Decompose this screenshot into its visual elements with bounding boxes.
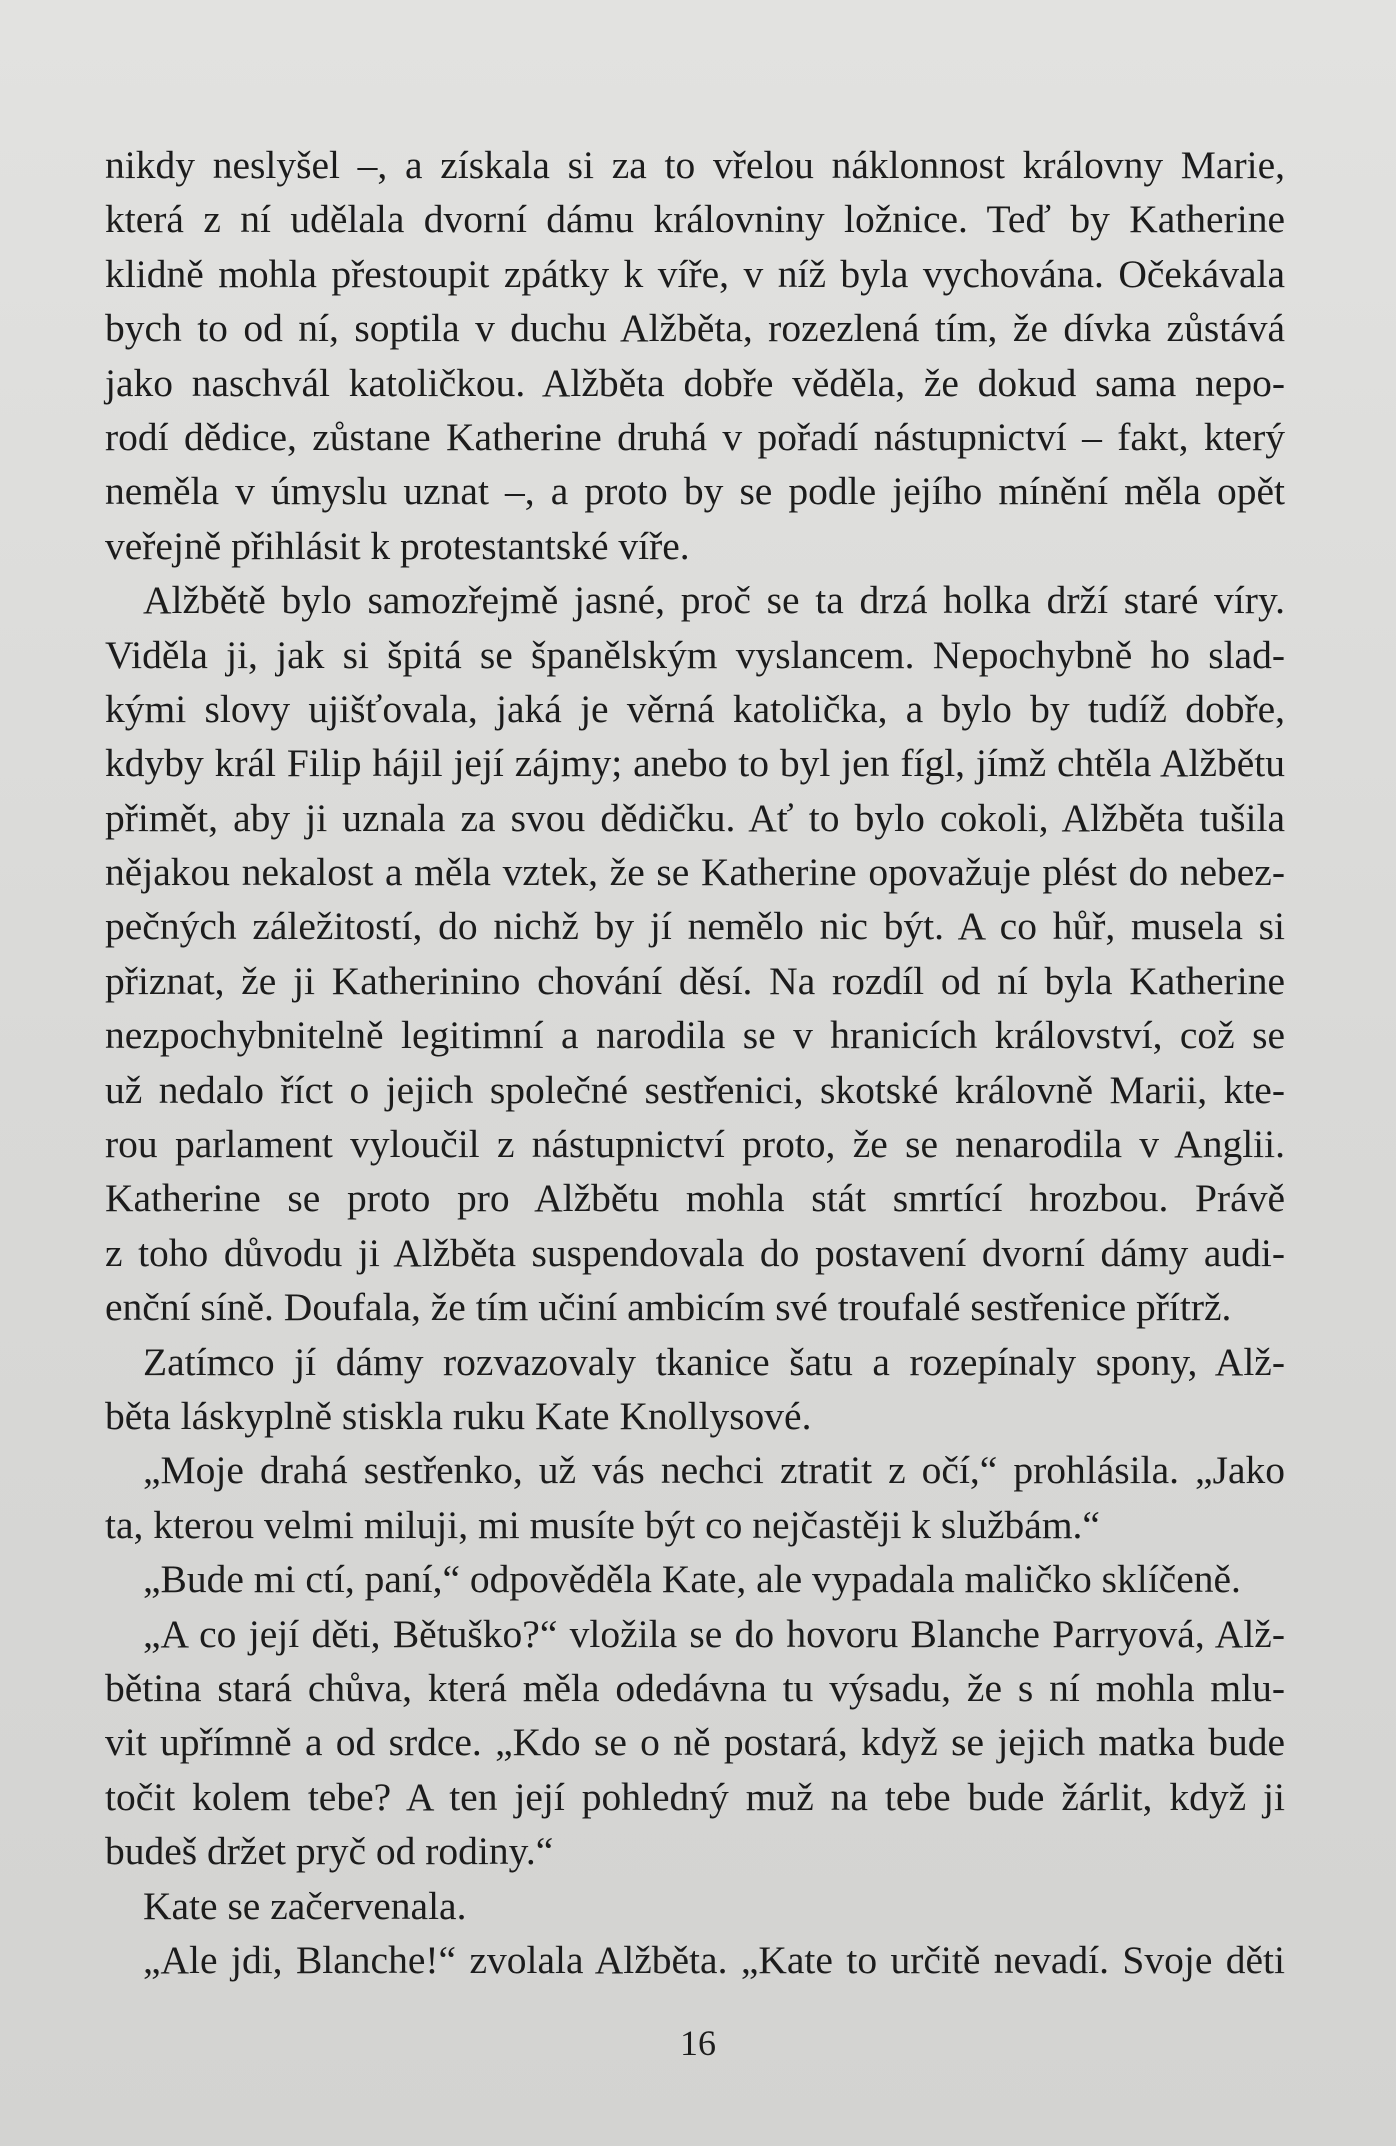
paragraph xyxy=(105,1552,1285,1606)
text-line: vit upřímně a od srdce. „Kdo se o ně postará, když se jejich matka bude xyxy=(105,1720,1285,1765)
text-line: z toho důvodu ji Alžběta suspendovala do postavení dvorní dámy audi- xyxy=(105,1230,1285,1275)
text-line: nezpochybnitelně legitimní a narodila se v hranicích království, což se xyxy=(105,1013,1285,1058)
text-line: přimět, aby ji uznala za svou dědičku. Ať to bylo cokoli, Alžběta tušila xyxy=(105,795,1285,840)
text-line: přiznat, že ji Katherinino chování děsí. Na rozdíl od ní byla Katherine xyxy=(105,958,1285,1003)
text-line: „Ale jdi, Blanche!“ zvolala Alžběta. „Kate to určitě nevadí. Svoje děti xyxy=(143,1937,1285,1982)
text-line: „Bude mi ctí, paní,“ odpověděla Kate, ale vypadala maličko sklíčeně. xyxy=(143,1557,1241,1602)
text-line: nikdy neslyšel –, a získala si za to vřelou náklonnost královny Marie, xyxy=(105,143,1285,187)
text-line: jako naschvál katoličkou. Alžběta dobře věděla, že dokud sama nepo- xyxy=(105,360,1285,405)
paragraph xyxy=(105,573,1285,1334)
text-line: Viděla ji, jak si špitá se španělským vyslancem. Nepochybně ho slad- xyxy=(105,632,1285,677)
text-line: která z ní udělala dvorní dámu královniny ložnice. Teď by Katherine xyxy=(105,197,1285,242)
text-line: Kate se začervenala. xyxy=(143,1883,467,1928)
text-line: kdyby král Filip hájil její zájmy; anebo to byl jen fígl, jímž chtěla Alžbětu xyxy=(105,741,1285,786)
text-line: „Moje drahá sestřenko, už vás nechci ztratit z očí,“ prohlásila. „Jako xyxy=(143,1448,1285,1493)
text-line: běta láskyplně stiskla ruku Kate Knollysové. xyxy=(105,1393,812,1438)
text-line: Katherine se proto pro Alžbětu mohla stát smrtící hrozbou. Právě xyxy=(105,1176,1285,1221)
text-line: bětina stará chůva, která měla odedávna tu výsadu, že s ní mohla mlu- xyxy=(105,1665,1285,1710)
text-line: Alžbětě bylo samozřejmě jasné, proč se ta drzá holka drží staré víry. xyxy=(143,578,1285,623)
text-line: už nedalo říct o jejich společné sestřenici, skotské královně Marii, kte- xyxy=(105,1067,1285,1112)
text-line: rodí dědice, zůstane Katherine druhá v pořadí nástupnictví – fakt, který xyxy=(105,414,1285,459)
text-line: nějakou nekalost a měla vztek, že se Katherine opovažuje plést do nebez- xyxy=(105,850,1285,895)
text-line: točit kolem tebe? A ten její pohledný muž na tebe bude žárlit, když ji xyxy=(105,1774,1285,1819)
text-line: rou parlament vyloučil z nástupnictví proto, že se nenarodila v Anglii. xyxy=(105,1122,1285,1167)
paragraph xyxy=(105,1335,1285,1444)
text-line: veřejně přihlásit k protestantské víře. xyxy=(105,523,690,568)
text-line: enční síně. Doufala, že tím učiní ambicím své troufalé sestřenice přítrž. xyxy=(105,1285,1232,1330)
text-line: Zatímco jí dámy rozvazovaly tkanice šatu a rozepínaly spony, Alž- xyxy=(143,1339,1285,1384)
paragraph xyxy=(105,1607,1285,1879)
text-line: ta, kterou velmi miluji, mi musíte být co nejčastěji k službám.“ xyxy=(105,1502,1100,1547)
text-line: neměla v úmyslu uznat –, a proto by se podle jejího mínění měla opět xyxy=(105,469,1285,514)
paragraph xyxy=(105,138,1285,573)
text-line: klidně mohla přestoupit zpátky k víře, v níž byla vychována. Očekávala xyxy=(105,251,1285,296)
text-line: pečných záležitostí, do nichž by jí nemělo nic být. A co hůř, musela si xyxy=(105,904,1285,949)
text-line: bych to od ní, soptila v duchu Alžběta, rozezlená tím, že dívka zůstává xyxy=(105,306,1285,351)
paragraph xyxy=(105,1443,1285,1552)
body-text xyxy=(105,138,1285,1987)
text-line: kými slovy ujišťovala, jaká je věrná katolička, a bylo by tudíž dobře, xyxy=(105,686,1285,731)
paragraph xyxy=(105,1933,1285,1987)
text-line: budeš držet pryč od rodiny.“ xyxy=(105,1829,554,1874)
page-number: 16 xyxy=(680,2023,716,2063)
paragraph xyxy=(105,1879,1285,1933)
text-line: „A co její děti, Bětuško?“ vložila se do hovoru Blanche Parryová, Alž- xyxy=(143,1611,1285,1656)
